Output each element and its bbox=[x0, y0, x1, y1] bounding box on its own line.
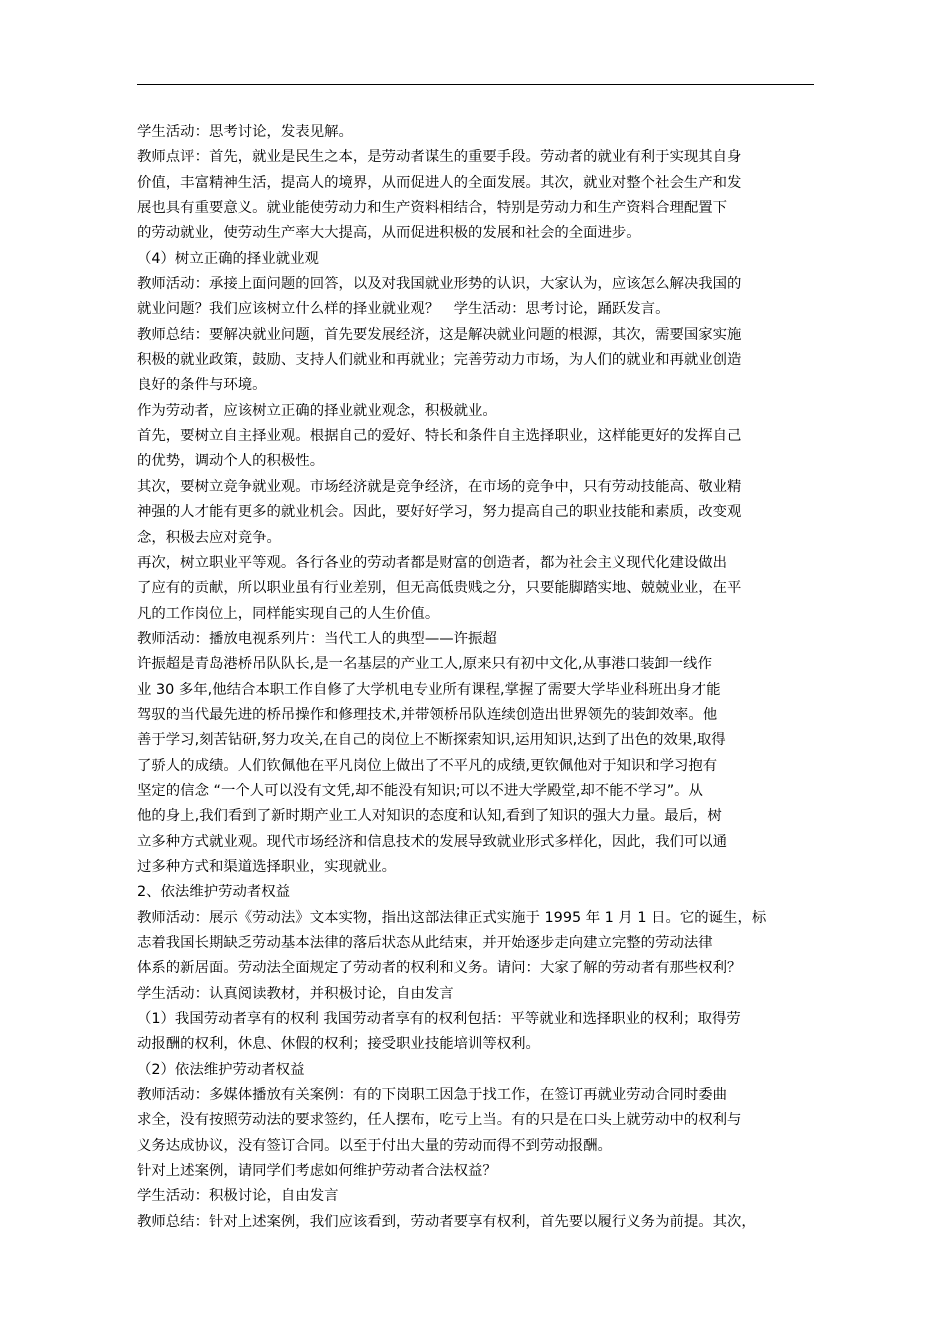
text-line: 再次，树立职业平等观。各行各业的劳动者都是财富的创造者，都为社会主义现代化建设做出 bbox=[137, 554, 728, 571]
text-line: 就业问题？我们应该树立什么样的择业就业观？ 学生活动：思考讨论，踊跃发言。 bbox=[137, 301, 670, 318]
text-line: 了应有的贡献，所以职业虽有行业差别，但无高低贵贱之分，只要能脚踏实地、兢兢业业，在平 bbox=[137, 580, 742, 597]
text-line: 教师活动：承接上面问题的回答，以及对我国就业形势的认识，大家认为，应该怎么解决我国的 bbox=[137, 276, 742, 293]
text-line: （2）依法维护劳动者权益 bbox=[137, 1061, 305, 1078]
text-line: 业 30 多年,他结合本职工作自修了大学机电专业所有课程,掌握了需要大学毕业科班出身才能 bbox=[137, 681, 721, 698]
text-line: 求全，没有按照劳动法的要求签约，任人摆布，吃亏上当。有的只是在口头上就劳动中的权利与 bbox=[137, 1112, 742, 1129]
text-line: 教师活动：展示《劳动法》文本实物，指出这部法律正式实施于 1995 年 1 月 1 日。它的诞生，标 bbox=[137, 909, 767, 926]
header-rule bbox=[137, 84, 814, 85]
text-line: 坚定的信念 “一个人可以没有文凭,却不能没有知识;可以不进大学殿堂,却不能不学习”。从 bbox=[137, 782, 703, 799]
text-line: 学生活动：积极讨论，自由发言 bbox=[137, 1188, 339, 1205]
text-line: 凡的工作岗位上，同样能实现自己的人生价值。 bbox=[137, 605, 440, 622]
text-line: 2、依法维护劳动者权益 bbox=[137, 884, 291, 901]
text-line: 义务达成协议，没有签订合同。以至于付出大量的劳动而得不到劳动报酬。 bbox=[137, 1137, 612, 1154]
text-line: 学生活动：思考讨论，发表见解。 bbox=[137, 124, 353, 140]
text-line: 动报酬的权利，休息、休假的权利；接受职业技能培训等权利。 bbox=[137, 1036, 540, 1053]
text-line: 其次，要树立竞争就业观。市场经济就是竞争经济，在市场的竞争中，只有劳动技能高、敬业精 bbox=[137, 478, 742, 495]
text-line: 作为劳动者，应该树立正确的择业就业观念，积极就业。 bbox=[137, 402, 497, 419]
text-line: 教师总结：针对上述案例，我们应该看到，劳动者要享有权利，首先要以履行义务为前提。其次， bbox=[137, 1213, 756, 1230]
text-line: 首先，要树立自主择业观。根据自己的爱好、特长和条件自主选择职业，这样能更好的发挥自己 bbox=[137, 428, 742, 445]
text-line: （1）我国劳动者享有的权利 我国劳动者享有的权利包括：平等就业和选择职业的权利；取得劳 bbox=[137, 1011, 741, 1028]
text-line: 的优势，调动个人的积极性。 bbox=[137, 453, 325, 470]
text-line: 许振超是青岛港桥吊队队长,是一名基层的产业工人,原来只有初中文化,从事港口装卸一线作 bbox=[137, 656, 712, 673]
text-line: 教师活动：多媒体播放有关案例：有的下岗职工因急于找工作，在签订再就业劳动合同时委曲 bbox=[137, 1087, 728, 1104]
text-line: 教师点评：首先，就业是民生之本，是劳动者谋生的重要手段。劳动者的就业有利于实现其自身 bbox=[137, 149, 742, 166]
text-line: 针对上述案例，请同学们考虑如何维护劳动者合法权益？ bbox=[137, 1163, 497, 1180]
text-line: 积极的就业政策，鼓励、支持人们就业和再就业；完善劳动力市场，为人们的就业和再就业创造 bbox=[137, 352, 742, 369]
text-line: 体系的新居面。劳动法全面规定了劳动者的权利和义务。请问：大家了解的劳动者有那些权利？ bbox=[137, 960, 742, 977]
text-line: 驾驭的当代最先进的桥吊操作和修理技术,并带领桥吊队连续创造出世界领先的装卸效率。他 bbox=[137, 706, 718, 723]
text-line: 立多种方式就业观。现代市场经济和信息技术的发展导致就业形式多样化，因此，我们可以通 bbox=[137, 833, 728, 850]
text-line: 了骄人的成绩。人们钦佩他在平凡岗位上做出了不平凡的成绩,更钦佩他对于知识和学习抱有 bbox=[137, 757, 718, 774]
text-line: 学生活动：认真阅读教材，并积极讨论，自由发言 bbox=[137, 985, 454, 1002]
text-line: 志着我国长期缺乏劳动基本法律的落后状态从此结束，并开始逐步走向建立完整的劳动法律 bbox=[137, 935, 713, 951]
text-line: 价值，丰富精神生活，提高人的境界，从而促进人的全面发展。其次，就业对整个社会生产和发 bbox=[137, 174, 742, 191]
text-line: 教师总结：要解决就业问题，首先要发展经济，这是解决就业问题的根源，其次，需要国家实施 bbox=[137, 326, 742, 343]
text-line: 良好的条件与环境。 bbox=[137, 377, 267, 394]
document-body bbox=[137, 120, 818, 1235]
text-line: 的劳动就业，使劳动生产率大大提高，从而促进积极的发展和社会的全面进步。 bbox=[137, 225, 641, 242]
text-line: 教师活动：播放电视系列片：当代工人的典型——许振超 bbox=[137, 630, 497, 647]
text-line: 展也具有重要意义。就业能使劳动力和生产资料相结合，特别是劳动力和生产资料合理配置下 bbox=[137, 200, 728, 217]
text-line: 善于学习,刻苦钻研,努力攻关,在自己的岗位上不断探索知识,运用知识,达到了出色的效果,取得 bbox=[137, 732, 726, 749]
text-line: 他的身上,我们看到了新时期产业工人对知识的态度和认知,看到了知识的强大力量。最后，树 bbox=[137, 808, 722, 825]
text-line: 过多种方式和渠道选择职业，实现就业。 bbox=[137, 858, 397, 875]
text-line: 念，积极去应对竞争。 bbox=[137, 529, 281, 546]
text-line: （4）树立正确的择业就业观 bbox=[137, 250, 319, 267]
text-line: 神强的人才能有更多的就业机会。因此，要好好学习，努力提高自己的职业技能和素质，改变观 bbox=[137, 504, 742, 521]
